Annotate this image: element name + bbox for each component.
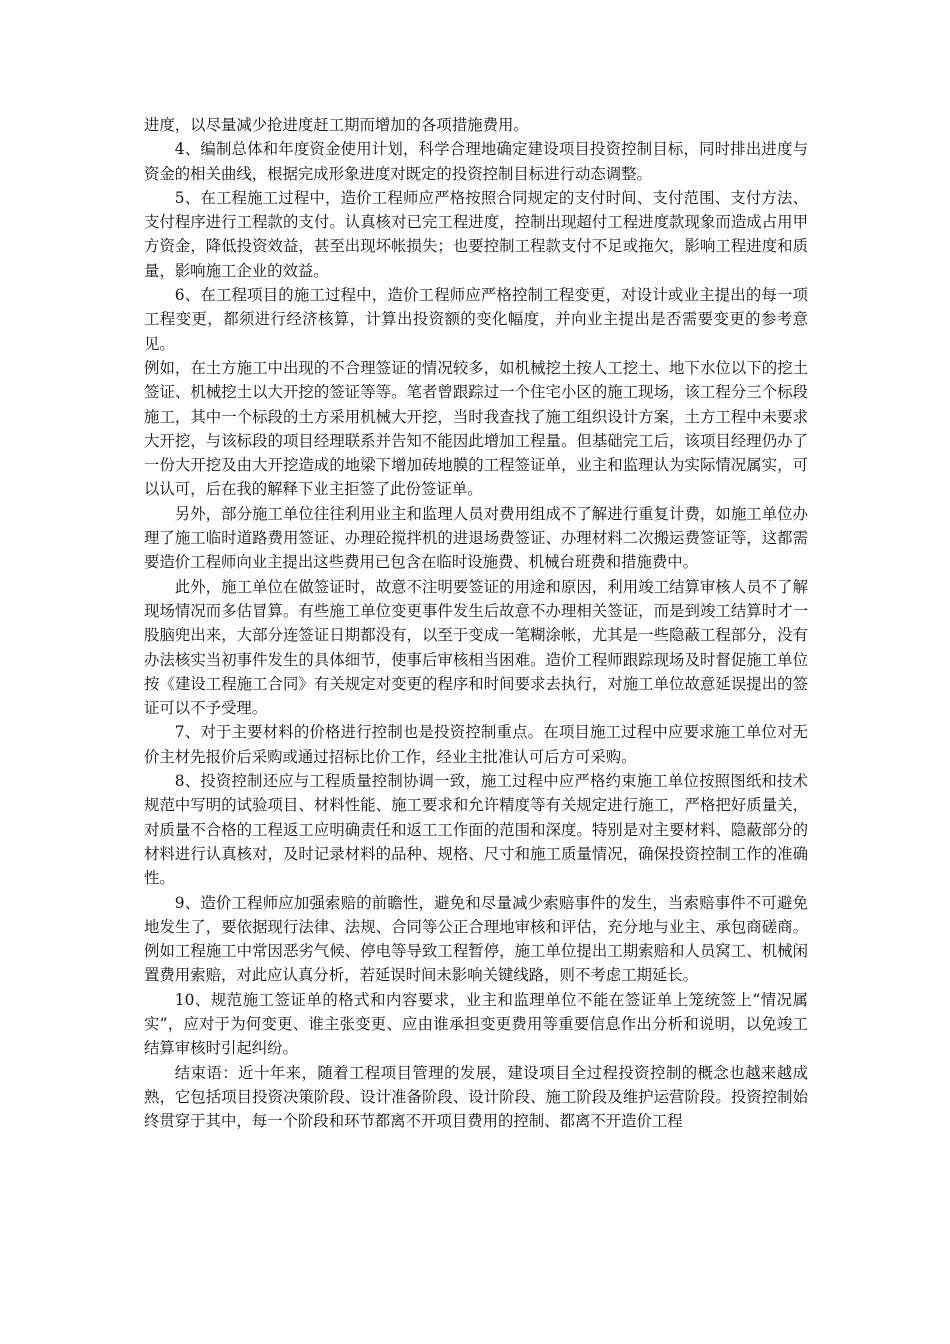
paragraph-item-10: 10、规范施工签证单的格式和内容要求，业主和监理单位不能在签证单上笼统签上“情况属实”，应对于为何变更、谁主张变更、应由谁承担变更费用等重要信息作出分析和说明，以免竣工结算审核时引起纠纷。 [144,990,808,1058]
paragraph-item-9: 9、造价工程师应加强索赔的前瞻性，避免和尽量减少索赔事件的发生，当索赔事件不可避免地发生了，要依据现行法律、法规、合同等公正合理地审核和评估，充分地与业主、承包商磋商。例如工程施工中常因恶劣气候、停电等导致工程暂停，施工单位提出工期索赔和人员窝工、机械闲置费用索赔，对此应认真分析，若延误时间未影响关键线路，则不考虑工期延长。 [144,893,808,985]
document-body [144,113,808,1133]
paragraph-item-8: 8、投资控制还应与工程质量控制协调一致，施工过程中应严格约束施工单位按照图纸和技术规范中写明的试验项目、材料性能、施工要求和允许精度等有关规定进行施工，严格把好质量关，对质量不合格的工程返工应明确责任和返工工作面的范围和深度。特别是对主要材料、隐蔽部分的材料进行认真核对，及时记录材料的品种、规格、尺寸和施工质量情况，确保投资控制工作的准确性。 [144,772,808,888]
paragraph-item-6: 6、在工程项目的施工过程中，造价工程师应严格控制工程变更，对设计或业主提出的每一项工程变更，都须进行经济核算，计算出投资额的变化幅度，并向业主提出是否需要变更的参考意见。 [144,286,808,353]
paragraph-item-4: 4、编制总体和年度资金使用计划，科学合理地确定建设项目投资控制目标，同时排出进度与资金的相关曲线，根据完成形象进度对既定的投资控制目标进行动态调整。 [144,140,808,183]
paragraph-item-7: 7、对于主要材料的价格进行控制也是投资控制重点。在项目施工过程中应要求施工单位对无价主材先报价后采购或通过招标比价工作，经业主批准认可后方可采购。 [144,723,808,766]
paragraph-moreover: 此外，施工单位在做签证时，故意不注明要签证的用途和原因，利用竣工结算审核人员不了解现场情况而多估冒算。有些施工单位变更事件发生后故意不办理相关签证，而是到竣工结算时才一股脑兜出来，大部分连签证日期都没有，以至于变成一笔糊涂帐，尤其是一些隐蔽工程部分，没有办法核实当初事件发生的具体细节，使事后审核相当困难。造价工程师跟踪现场及时督促施工单位按《建设工程施工合同》有关规定对变更的程序和时间要求去执行，对施工单位故意延误提出的签证可以不予受理。 [144,577,808,718]
paragraph-conclusion: 结束语：近十年来，随着工程项目管理的发展，建设项目全过程投资控制的概念也越来越成熟，它包括项目投资决策阶段、设计准备阶段、设计阶段、施工阶段及维护运营阶段。投资控制始终贯穿于其中，每一个阶段和环节都离不开项目费用的控制、都离不开造价工程 [144,1063,808,1131]
paragraph-item-5: 5、在工程施工过程中，造价工程师应严格按照合同规定的支付时间、支付范围、支付方法、支付程序进行工程款的支付。认真核对已完工程进度，控制出现超付工程进度款现象而造成占用甲方资金，降低投资效益，甚至出现坏帐损失；也要控制工程款支付不足或拖欠，影响工程进度和质量，影响施工企业的效益。 [144,188,808,280]
paragraph-continuation: 进度，以尽量减少抢进度赶工期而增加的各项措施费用。 [144,116,529,134]
paragraph-besides: 另外，部分施工单位往往利用业主和监理人员对费用组成不了解进行重复计费，如施工单位办理了施工临时道路费用签证、办理砼搅拌机的进退场费签证、办理材料二次搬运费签证等，这都需要造价工程师向业主提出这些费用已包含在临时设施费、机械台班费和措施费中。 [144,504,808,572]
paragraph-example: 例如，在土方施工中出现的不合理签证的情况较多，如机械挖土按人工挖土、地下水位以下的挖土签证、机械挖土以大开挖的签证等等。笔者曾跟踪过一个住宅小区的施工现场，该工程分三个标段施工，其中一个标段的土方采用机械大开挖，当时我查找了施工组织设计方案，土方工程中未要求大开挖，与该标段的项目经理联系并告知不能因此增加工程量。但基础完工后，该项目经理仍办了一份大开挖及由大开挖造成的地梁下增加砖地膜的工程签证单，业主和监理认为实际情况属实，可以认可，后在我的解释下业主拒签了此份签证单。 [144,358,808,499]
